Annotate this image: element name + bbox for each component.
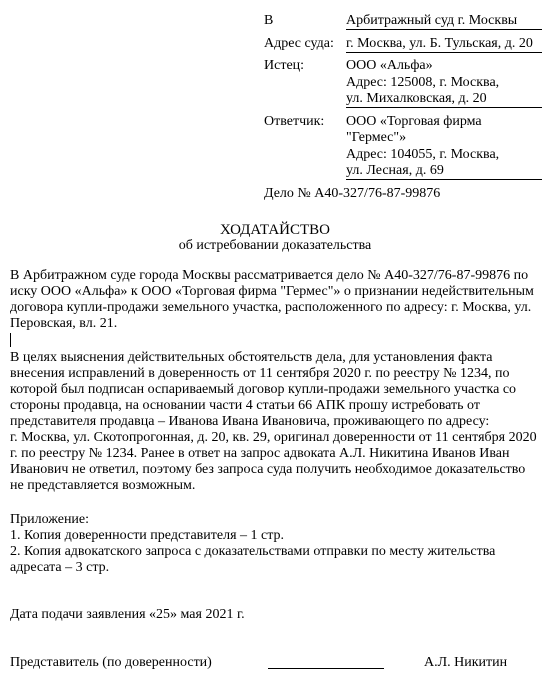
signature-name: А.Л. Никитин [424,655,508,670]
signature-line [268,668,384,669]
defendant-line: "Гермес"» [346,130,407,145]
signature-role: Представитель (по доверенности) [10,655,212,670]
plaintiff-line: Адрес: 125008, г. Москва, [346,75,500,90]
text-line: г. по реестру № 1234. Ранее в ответ на запрос адвоката А.Л. Никитина Иванов Иван [10,446,510,461]
text-line: представителя продавца – Иванова Ивана Ивановича, проживающего по адресу: [10,414,490,429]
defendant-label: Ответчик: [264,114,325,129]
text-cursor [10,333,11,347]
defendant-line: Адрес: 104055, г. Москва, [346,147,500,162]
text-line: стороны продавца, на основании части 4 статьи 66 АПК прошу истребовать от [10,398,480,413]
plaintiff-underline [346,107,542,108]
document-subtitle: об истребовании доказательства [178,238,372,253]
defendant-line: ул. Лесная, д. 69 [346,163,444,178]
filing-date: Дата подачи заявления «25» мая 2021 г. [10,607,245,622]
appendix-title: Приложение: [10,512,90,527]
address-value: г. Москва, ул. Б. Тульская, д. 20 [346,36,533,51]
defendant-line: ООО «Торговая фирма [346,114,482,129]
paragraph-request [10,350,542,494]
text-line: которой был подписан оспариваемый договор купли-продажи земельного участка со [10,382,517,397]
text-line: В Арбитражном суде города Москвы рассматривается дело № А40-327/76-87-99876 по [10,268,529,283]
text-line: г. Москва, ул. Скотопрогонная, д. 20, кв. 29, оригинал доверенности от 11 сентября 2020 [10,430,537,445]
plaintiff-line: ООО «Альфа» [346,58,433,73]
appendix-item: 1. Копия доверенности представителя – 1 стр. [10,528,285,543]
court-underline [346,29,542,30]
text-line: Перовская, вл. 21. [10,316,118,331]
appendix-item: адресата – 3 стр. [10,560,110,575]
paragraph-intro [10,268,542,332]
text-line: Иванович не ответил, поэтому без запроса суда получить необходимое доказательство [10,462,526,477]
case-number: Дело № А40-327/76-87-99876 [264,186,441,201]
text-line: внесения исправлений в доверенность от 11 сентября 2020 г. по реестру № 1234, по [10,366,510,381]
defendant-underline [346,179,542,180]
court-label: В [264,13,274,28]
address-underline [346,52,542,53]
appendix [10,512,542,576]
document-title: ХОДАТАЙСТВО [220,222,330,238]
court-value: Арбитражный суд г. Москвы [346,13,518,28]
text-line: иску ООО «Альфа» к ООО «Торговая фирма "Гермес"» о признании недействительным [10,284,534,299]
address-label: Адрес суда: [264,36,334,51]
plaintiff-line: ул. Михалковская, д. 20 [346,91,487,106]
plaintiff-label: Истец: [264,58,305,73]
text-line: В целях выяснения действительных обстоятельств дела, для установления факта [10,350,493,365]
appendix-item: 2. Копия адвокатского запроса с доказательствами отправки по месту жительства [10,544,496,559]
text-line: не представляется возможным. [10,478,196,493]
text-line: договора купли-продажи земельного участка, расположенного по адресу: г. Москва, ул. [10,300,532,315]
